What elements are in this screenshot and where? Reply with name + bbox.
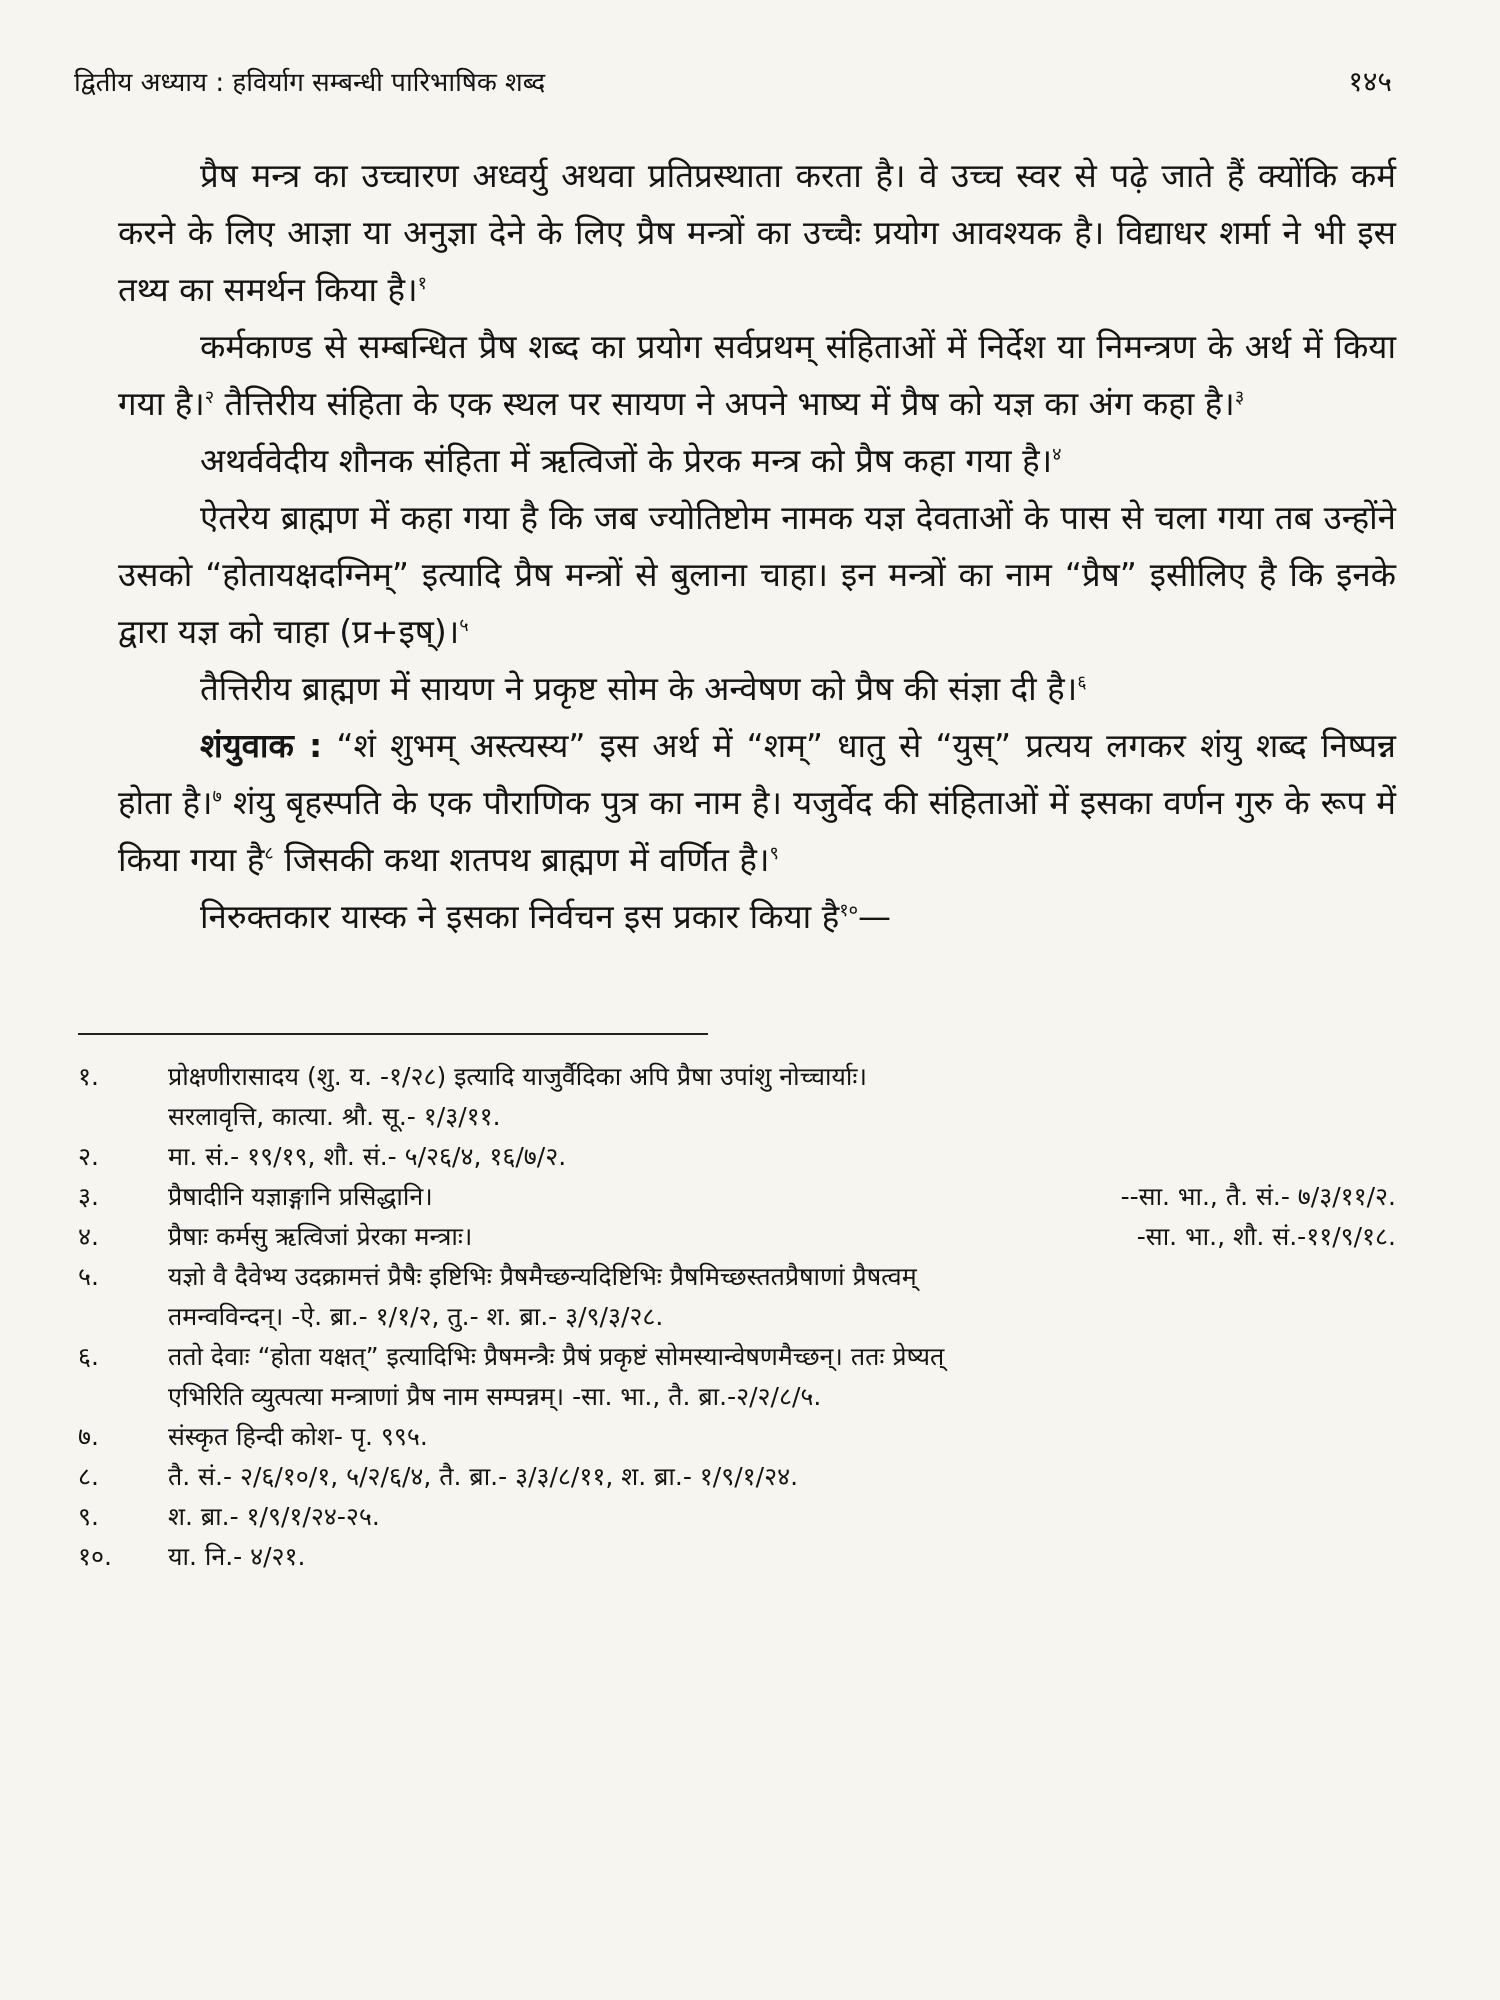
paragraph-3 bbox=[118, 432, 1396, 489]
body-text bbox=[74, 147, 1396, 945]
footnote-number: ७. bbox=[78, 1422, 99, 1451]
footnote-text: तै. सं.- २/६/१०/१, ५/२/६/४, तै. ब्रा.- ३/३/८/११, श. ब्रा.- १/९/१/२४. bbox=[168, 1462, 799, 1491]
footnote bbox=[78, 1417, 1396, 1457]
footnote-ref: १ bbox=[417, 273, 427, 294]
footnote-ref: ५ bbox=[459, 615, 469, 636]
paragraph-7 bbox=[118, 888, 1396, 945]
footnote-text: सरलावृत्ति, कात्या. श्रौ. सू.- १/३/११. bbox=[168, 1102, 501, 1131]
footnote bbox=[78, 1217, 1396, 1257]
paragraph-text: निरुक्तकार यास्क ने इसका निर्वचन इस प्रकार किया है bbox=[200, 897, 840, 936]
paragraph-dash: — bbox=[857, 897, 891, 936]
footnote-text: प्रैषाः कर्मसु ऋत्विजां प्रेरका मन्त्राः। bbox=[168, 1222, 473, 1251]
page-number: १४५ bbox=[1348, 65, 1392, 98]
footnote bbox=[78, 1177, 1396, 1217]
footnote bbox=[78, 1057, 1396, 1137]
footnote-text: तमन्वविन्दन्। -ऐ. ब्रा.- १/१/२, तु.- श. ब्रा.- ३/९/३/२८. bbox=[168, 1302, 664, 1331]
footnote-text: प्रोक्षणीरासादय (शु. य. -१/२८) इत्यादि याजुर्वैदिका अपि प्रैषा उपांशु नोच्चार्याः। bbox=[168, 1062, 867, 1091]
chapter-title: द्वितीय अध्याय : हविर्याग सम्बन्धी पारिभाषिक शब्द bbox=[74, 68, 546, 98]
footnote-text: प्रैषादीनि यज्ञाङ्गानि प्रसिद्धानि। bbox=[168, 1182, 433, 1211]
footnote bbox=[78, 1137, 1396, 1177]
paragraph-text: “शं शुभम् अस्त्यस्य” इस अर्थ में “शम्” धातु से “युस्” प्रत्यय लगकर शंयु शब्द निष्पन्न होता है। bbox=[118, 726, 1396, 822]
paragraph-text: ऐतरेय ब्राह्मण में कहा गया है कि जब ज्योतिष्टोम नामक यज्ञ देवताओं के पास से चला गया तब उन्होंने उसको “होतायक्षदग्निम्” इत्यादि प्रैष मन्त्रों से बुलाना चाहा। इन मन्त्रों का नाम “प्रैष” इसीलिए है कि इनके द्वारा यज्ञ को चाहा (प्र+इष्)। bbox=[118, 498, 1396, 651]
footnote-divider bbox=[78, 1033, 708, 1035]
footnote-text: ततो देवाः “होता यक्षत्” इत्यादिभिः प्रैषमन्त्रैः प्रैषं प्रकृष्टं सोमस्यान्वेषणमैच्छन्। ततः प्रेष्यत् bbox=[168, 1342, 945, 1371]
paragraph-5 bbox=[118, 660, 1396, 717]
paragraph-text: अथर्ववेदीय शौनक संहिता में ऋत्विजों के प्रेरक मन्त्र को प्रैष कहा गया है। bbox=[200, 441, 1053, 480]
paragraph-text: तैत्तिरीय ब्राह्मण में सायण ने प्रकृष्ट सोम के अन्वेषण को प्रैष की संज्ञा दी है। bbox=[200, 669, 1078, 708]
footnote bbox=[78, 1457, 1396, 1497]
footnote-text: या. नि.- ४/२१. bbox=[168, 1542, 306, 1571]
paragraph-text: जिसकी कथा शतपथ ब्राह्मण में वर्णित है। bbox=[273, 840, 770, 879]
footnote-ref: ४ bbox=[1052, 444, 1062, 465]
footnote-ref: ७ bbox=[212, 786, 222, 807]
footnote-number: ५. bbox=[78, 1262, 99, 1291]
footnote-number: १०. bbox=[78, 1542, 112, 1571]
footnote-number: १. bbox=[78, 1062, 99, 1091]
footnote-number: ८. bbox=[78, 1462, 99, 1491]
footnote-text: मा. सं.- १९/१९, शौ. सं.- ५/२६/४, १६/७/२. bbox=[168, 1142, 567, 1171]
footnote-ref: २ bbox=[204, 387, 215, 408]
footnote-ref: ६ bbox=[1077, 672, 1087, 693]
footnote bbox=[78, 1337, 1396, 1417]
footnote bbox=[78, 1257, 1396, 1337]
paragraph-text: कर्मकाण्ड से सम्बन्धित प्रैष शब्द का प्रयोग सर्वप्रथम् संहिताओं में निर्देश या निमन्त्रण के अर्थ में किया गया है। bbox=[118, 327, 1396, 423]
footnote-number: ४. bbox=[78, 1222, 99, 1251]
footnote-number: ९. bbox=[78, 1502, 99, 1531]
footnote-ref: ३ bbox=[1234, 387, 1245, 408]
paragraph-6 bbox=[118, 717, 1396, 888]
footnote-source: --सा. भा., तै. सं.- ७/३/११/२. bbox=[1120, 1182, 1396, 1211]
footnote-text: संस्कृत हिन्दी कोश- पृ. ९९५. bbox=[168, 1422, 428, 1451]
footnote-source: -सा. भा., शौ. सं.-११/९/१८. bbox=[1136, 1222, 1396, 1251]
paragraph-1 bbox=[118, 147, 1396, 318]
running-head bbox=[74, 62, 1396, 103]
footnotes bbox=[74, 1057, 1396, 1577]
paragraph-2 bbox=[118, 318, 1396, 432]
footnote-text: एभिरिति व्युत्पत्या मन्त्राणां प्रैष नाम सम्पन्नम्। -सा. भा., तै. ब्रा.-२/२/८/५. bbox=[168, 1382, 822, 1411]
footnote bbox=[78, 1497, 1396, 1537]
paragraph-text: तैत्तिरीय संहिता के एक स्थल पर सायण ने अपने भाष्य में प्रैष को यज्ञ का अंग कहा है। bbox=[214, 384, 1235, 423]
footnote-text: यज्ञो वै दैवेभ्य उदक्रामत्तं प्रैषैः इष्टिभिः प्रैषमैच्छन्यदिष्टिभिः प्रैषमिच्छस्ततप्रैषाणां प्रैषत्वम् bbox=[168, 1262, 917, 1291]
paragraph-4 bbox=[118, 489, 1396, 660]
section-term: शंयुवाक : bbox=[200, 726, 323, 765]
footnote-number: २. bbox=[78, 1142, 99, 1171]
footnote bbox=[78, 1537, 1396, 1577]
footnote-ref: ८ bbox=[264, 843, 274, 864]
paragraph-text: शंयु बृहस्पति के एक पौराणिक पुत्र का नाम है। यजुर्वेद की संहिताओं में इसका वर्णन गुरु के रूप में किया गया है bbox=[118, 783, 1396, 879]
footnote-text: श. ब्रा.- १/९/१/२४-२५. bbox=[168, 1502, 380, 1531]
paragraph-text: प्रैष मन्त्र का उच्चारण अध्वर्यु अथवा प्रतिप्रस्थाता करता है। वे उच्च स्वर से पढ़े जाते हैं क्योंकि कर्म करने के लिए आज्ञा या अनुज्ञा देने के लिए प्रैष मन्त्रों का उच्चैः प्रयोग आवश्यक है। विद्याधर शर्मा ने भी इस तथ्य का समर्थन किया है। bbox=[118, 156, 1396, 309]
footnote-number: ६. bbox=[78, 1342, 99, 1371]
footnote-number: ३. bbox=[78, 1182, 99, 1211]
footnote-ref: १० bbox=[839, 900, 858, 921]
footnote-ref: ९ bbox=[769, 843, 779, 864]
